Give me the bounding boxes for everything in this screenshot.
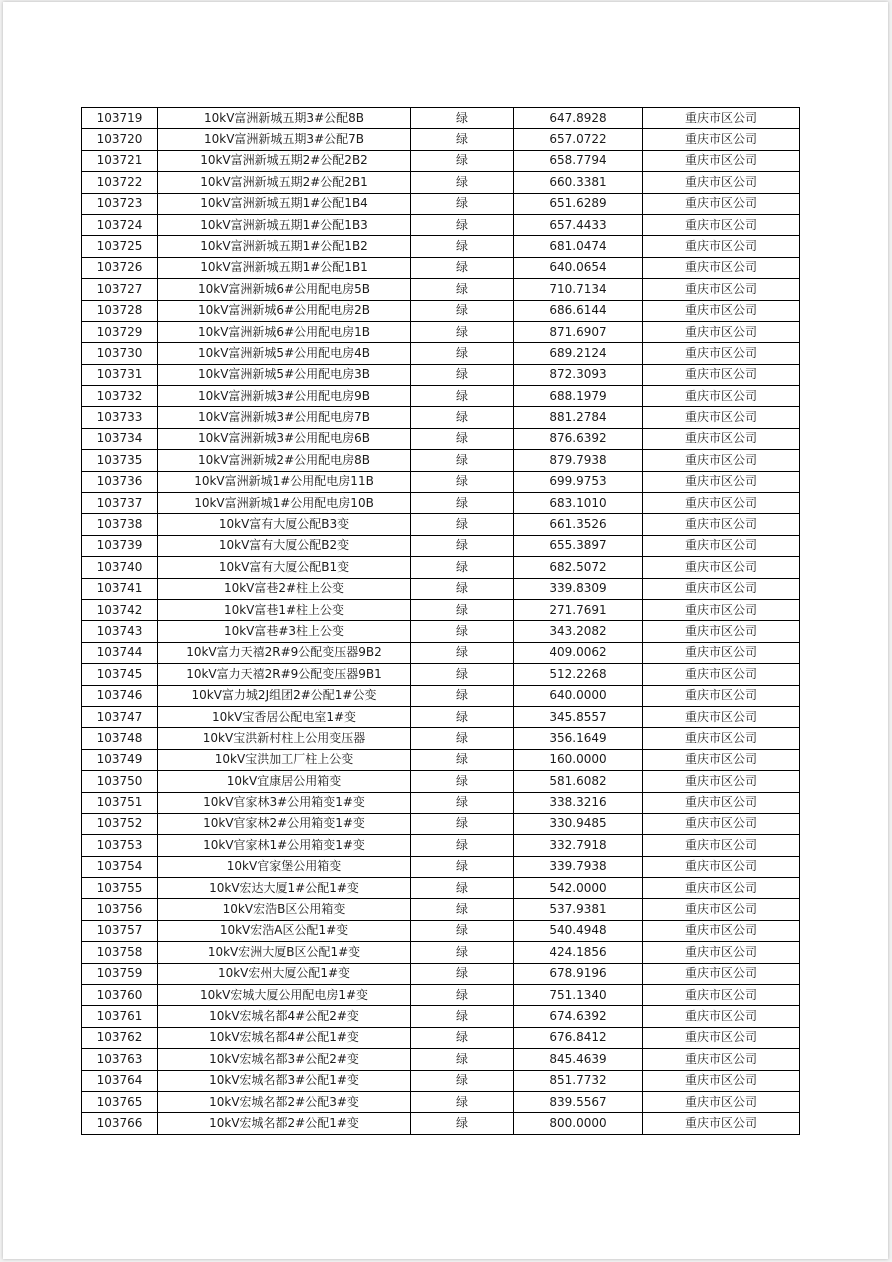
cell-value: 839.5567 [514,1091,643,1112]
cell-value: 655.3897 [514,535,643,556]
table-row [82,985,800,1006]
table-row [82,108,800,129]
cell-status: 绿 [411,685,514,706]
table-row [82,493,800,514]
cell-id: 103729 [82,321,158,342]
cell-name: 10kV富洲新城五期2#公配2B2 [158,150,411,171]
cell-status: 绿 [411,364,514,385]
table-row [82,728,800,749]
cell-value: 660.3381 [514,172,643,193]
cell-status: 绿 [411,728,514,749]
cell-company: 重庆市区公司 [643,129,800,150]
cell-name: 10kV富有大厦公配B1变 [158,557,411,578]
cell-id: 103739 [82,535,158,556]
table-row [82,1070,800,1091]
table-row [82,236,800,257]
cell-name: 10kV宝香居公配电室1#变 [158,706,411,727]
cell-value: 339.7938 [514,856,643,877]
cell-name: 10kV富洲新城1#公用配电房11B [158,471,411,492]
table-row [82,1113,800,1135]
cell-id: 103742 [82,599,158,620]
cell-value: 845.4639 [514,1049,643,1070]
cell-id: 103740 [82,557,158,578]
cell-name: 10kV宏达大厦1#公配1#变 [158,878,411,899]
cell-value: 879.7938 [514,450,643,471]
cell-status: 绿 [411,407,514,428]
cell-company: 重庆市区公司 [643,150,800,171]
cell-status: 绿 [411,920,514,941]
cell-name: 10kV富洲新城6#公用配电房1B [158,321,411,342]
cell-company: 重庆市区公司 [643,172,800,193]
cell-id: 103749 [82,749,158,770]
cell-name: 10kV富洲新城五期1#公配1B2 [158,236,411,257]
cell-id: 103755 [82,878,158,899]
cell-company: 重庆市区公司 [643,878,800,899]
cell-value: 699.9753 [514,471,643,492]
cell-company: 重庆市区公司 [643,557,800,578]
cell-status: 绿 [411,279,514,300]
cell-name: 10kV宝洪加工厂柱上公变 [158,749,411,770]
cell-id: 103766 [82,1113,158,1135]
cell-value: 710.7134 [514,279,643,300]
cell-id: 103720 [82,129,158,150]
cell-value: 581.6082 [514,771,643,792]
cell-id: 103719 [82,108,158,129]
cell-name: 10kV宏城名都2#公配1#变 [158,1113,411,1135]
cell-id: 103723 [82,193,158,214]
cell-value: 640.0000 [514,685,643,706]
cell-name: 10kV官家堡公用箱变 [158,856,411,877]
cell-status: 绿 [411,343,514,364]
cell-value: 678.9196 [514,963,643,984]
table-row [82,835,800,856]
cell-value: 657.4433 [514,214,643,235]
cell-value: 800.0000 [514,1113,643,1135]
cell-status: 绿 [411,150,514,171]
cell-value: 339.8309 [514,578,643,599]
cell-value: 689.2124 [514,343,643,364]
cell-value: 676.8412 [514,1027,643,1048]
cell-id: 103722 [82,172,158,193]
cell-company: 重庆市区公司 [643,942,800,963]
cell-status: 绿 [411,428,514,449]
cell-value: 271.7691 [514,599,643,620]
cell-value: 640.0654 [514,257,643,278]
cell-company: 重庆市区公司 [643,193,800,214]
cell-id: 103734 [82,428,158,449]
cell-id: 103735 [82,450,158,471]
cell-status: 绿 [411,599,514,620]
table-body [82,108,800,1135]
table-row [82,193,800,214]
cell-status: 绿 [411,878,514,899]
cell-value: 356.1649 [514,728,643,749]
cell-company: 重庆市区公司 [643,514,800,535]
cell-id: 103731 [82,364,158,385]
table-row [82,257,800,278]
cell-status: 绿 [411,257,514,278]
cell-company: 重庆市区公司 [643,792,800,813]
cell-id: 103754 [82,856,158,877]
cell-name: 10kV宏浩B区公用箱变 [158,899,411,920]
data-table [81,107,800,1135]
cell-name: 10kV官家林2#公用箱变1#变 [158,813,411,834]
cell-id: 103726 [82,257,158,278]
cell-company: 重庆市区公司 [643,364,800,385]
cell-name: 10kV宏城大厦公用配电房1#变 [158,985,411,1006]
cell-company: 重庆市区公司 [643,621,800,642]
cell-status: 绿 [411,321,514,342]
cell-id: 103732 [82,386,158,407]
cell-id: 103756 [82,899,158,920]
table-row [82,1091,800,1112]
cell-value: 872.3093 [514,364,643,385]
cell-value: 751.1340 [514,985,643,1006]
cell-id: 103738 [82,514,158,535]
cell-status: 绿 [411,749,514,770]
cell-name: 10kV富洲新城5#公用配电房4B [158,343,411,364]
cell-status: 绿 [411,450,514,471]
cell-company: 重庆市区公司 [643,985,800,1006]
cell-name: 10kV富力天禧2R#9公配变压器9B1 [158,664,411,685]
cell-value: 160.0000 [514,749,643,770]
table-row [82,364,800,385]
cell-status: 绿 [411,1113,514,1135]
cell-status: 绿 [411,813,514,834]
table-row [82,214,800,235]
cell-company: 重庆市区公司 [643,920,800,941]
cell-value: 661.3526 [514,514,643,535]
cell-id: 103741 [82,578,158,599]
cell-name: 10kV宏城名都3#公配2#变 [158,1049,411,1070]
cell-company: 重庆市区公司 [643,450,800,471]
cell-id: 103747 [82,706,158,727]
cell-value: 540.4948 [514,920,643,941]
cell-company: 重庆市区公司 [643,1091,800,1112]
cell-value: 409.0062 [514,642,643,663]
cell-id: 103757 [82,920,158,941]
cell-name: 10kV富洲新城3#公用配电房6B [158,428,411,449]
cell-value: 424.1856 [514,942,643,963]
cell-status: 绿 [411,172,514,193]
cell-company: 重庆市区公司 [643,386,800,407]
table-row [82,749,800,770]
cell-id: 103765 [82,1091,158,1112]
cell-value: 682.5072 [514,557,643,578]
cell-name: 10kV富洲新城五期1#公配1B3 [158,214,411,235]
cell-id: 103725 [82,236,158,257]
cell-company: 重庆市区公司 [643,493,800,514]
table-row [82,621,800,642]
cell-company: 重庆市区公司 [643,642,800,663]
cell-value: 686.6144 [514,300,643,321]
cell-name: 10kV宏州大厦公配1#变 [158,963,411,984]
cell-id: 103728 [82,300,158,321]
cell-company: 重庆市区公司 [643,771,800,792]
table-row [82,813,800,834]
cell-name: 10kV富洲新城五期1#公配1B4 [158,193,411,214]
cell-company: 重庆市区公司 [643,1006,800,1027]
cell-status: 绿 [411,236,514,257]
cell-company: 重庆市区公司 [643,749,800,770]
cell-value: 674.6392 [514,1006,643,1027]
cell-name: 10kV富洲新城五期3#公配8B [158,108,411,129]
cell-id: 103750 [82,771,158,792]
cell-name: 10kV宏城名都4#公配2#变 [158,1006,411,1027]
cell-id: 103764 [82,1070,158,1091]
cell-company: 重庆市区公司 [643,321,800,342]
table-row [82,321,800,342]
cell-name: 10kV宜康居公用箱变 [158,771,411,792]
cell-id: 103730 [82,343,158,364]
table-row [82,343,800,364]
cell-value: 851.7732 [514,1070,643,1091]
cell-status: 绿 [411,108,514,129]
document-page [3,2,888,1259]
cell-value: 542.0000 [514,878,643,899]
cell-name: 10kV富洲新城3#公用配电房9B [158,386,411,407]
cell-name: 10kV宏城名都4#公配1#变 [158,1027,411,1048]
cell-id: 103759 [82,963,158,984]
cell-name: 10kV富洲新城五期3#公配7B [158,129,411,150]
cell-id: 103751 [82,792,158,813]
cell-company: 重庆市区公司 [643,899,800,920]
cell-company: 重庆市区公司 [643,407,800,428]
table-row [82,386,800,407]
table-row [82,300,800,321]
table-row [82,1006,800,1027]
cell-id: 103736 [82,471,158,492]
table-row [82,514,800,535]
cell-company: 重庆市区公司 [643,279,800,300]
cell-status: 绿 [411,1027,514,1048]
cell-name: 10kV富洲新城6#公用配电房5B [158,279,411,300]
cell-status: 绿 [411,1091,514,1112]
table-row [82,150,800,171]
cell-value: 647.8928 [514,108,643,129]
cell-name: 10kV宏城名都3#公配1#变 [158,1070,411,1091]
cell-name: 10kV宏洲大厦B区公配1#变 [158,942,411,963]
cell-value: 683.1010 [514,493,643,514]
table-row [82,1049,800,1070]
cell-id: 103727 [82,279,158,300]
cell-company: 重庆市区公司 [643,1049,800,1070]
cell-status: 绿 [411,835,514,856]
cell-name: 10kV宏浩A区公配1#变 [158,920,411,941]
cell-id: 103748 [82,728,158,749]
cell-status: 绿 [411,792,514,813]
cell-id: 103760 [82,985,158,1006]
table-row [82,920,800,941]
cell-status: 绿 [411,985,514,1006]
table-row [82,685,800,706]
cell-name: 10kV富洲新城6#公用配电房2B [158,300,411,321]
cell-company: 重庆市区公司 [643,108,800,129]
cell-company: 重庆市区公司 [643,578,800,599]
cell-status: 绿 [411,129,514,150]
cell-name: 10kV官家林1#公用箱变1#变 [158,835,411,856]
cell-status: 绿 [411,963,514,984]
cell-name: 10kV富力城2J组团2#公配1#公变 [158,685,411,706]
table-row [82,856,800,877]
cell-id: 103753 [82,835,158,856]
cell-value: 871.6907 [514,321,643,342]
cell-name: 10kV富巷2#柱上公变 [158,578,411,599]
cell-company: 重庆市区公司 [643,963,800,984]
cell-id: 103721 [82,150,158,171]
cell-company: 重庆市区公司 [643,236,800,257]
table-row [82,557,800,578]
cell-company: 重庆市区公司 [643,728,800,749]
cell-status: 绿 [411,193,514,214]
cell-value: 345.8557 [514,706,643,727]
table-row [82,428,800,449]
cell-company: 重庆市区公司 [643,1113,800,1135]
cell-status: 绿 [411,214,514,235]
cell-status: 绿 [411,942,514,963]
table-row [82,129,800,150]
cell-id: 103745 [82,664,158,685]
cell-name: 10kV富洲新城五期1#公配1B1 [158,257,411,278]
cell-status: 绿 [411,557,514,578]
cell-name: 10kV富巷1#柱上公变 [158,599,411,620]
cell-company: 重庆市区公司 [643,343,800,364]
table-row [82,471,800,492]
cell-name: 10kV官家林3#公用箱变1#变 [158,792,411,813]
cell-name: 10kV富洲新城5#公用配电房3B [158,364,411,385]
cell-company: 重庆市区公司 [643,300,800,321]
cell-value: 512.2268 [514,664,643,685]
cell-id: 103761 [82,1006,158,1027]
cell-company: 重庆市区公司 [643,599,800,620]
cell-name: 10kV富洲新城五期2#公配2B1 [158,172,411,193]
cell-status: 绿 [411,493,514,514]
cell-id: 103752 [82,813,158,834]
cell-value: 343.2082 [514,621,643,642]
table-row [82,963,800,984]
cell-name: 10kV富有大厦公配B3变 [158,514,411,535]
cell-id: 103743 [82,621,158,642]
table-row [82,535,800,556]
table-row [82,599,800,620]
cell-value: 881.2784 [514,407,643,428]
cell-status: 绿 [411,1049,514,1070]
cell-name: 10kV富有大厦公配B2变 [158,535,411,556]
cell-status: 绿 [411,386,514,407]
cell-id: 103733 [82,407,158,428]
table-row [82,771,800,792]
cell-value: 330.9485 [514,813,643,834]
cell-status: 绿 [411,300,514,321]
cell-company: 重庆市区公司 [643,685,800,706]
table-row [82,578,800,599]
cell-value: 876.6392 [514,428,643,449]
cell-status: 绿 [411,514,514,535]
cell-status: 绿 [411,664,514,685]
cell-id: 103762 [82,1027,158,1048]
cell-value: 651.6289 [514,193,643,214]
cell-company: 重庆市区公司 [643,535,800,556]
cell-value: 332.7918 [514,835,643,856]
cell-status: 绿 [411,578,514,599]
cell-company: 重庆市区公司 [643,257,800,278]
cell-status: 绿 [411,471,514,492]
cell-value: 681.0474 [514,236,643,257]
cell-status: 绿 [411,706,514,727]
cell-value: 657.0722 [514,129,643,150]
cell-value: 338.3216 [514,792,643,813]
cell-company: 重庆市区公司 [643,856,800,877]
cell-company: 重庆市区公司 [643,1070,800,1091]
cell-id: 103758 [82,942,158,963]
cell-name: 10kV富洲新城1#公用配电房10B [158,493,411,514]
table-row [82,792,800,813]
cell-value: 537.9381 [514,899,643,920]
table-row [82,407,800,428]
cell-company: 重庆市区公司 [643,706,800,727]
cell-status: 绿 [411,642,514,663]
cell-value: 658.7794 [514,150,643,171]
table-row [82,450,800,471]
cell-id: 103763 [82,1049,158,1070]
cell-company: 重庆市区公司 [643,1027,800,1048]
cell-name: 10kV富洲新城3#公用配电房7B [158,407,411,428]
cell-company: 重庆市区公司 [643,471,800,492]
table-row [82,279,800,300]
cell-company: 重庆市区公司 [643,428,800,449]
table-row [82,878,800,899]
cell-status: 绿 [411,856,514,877]
table-row [82,172,800,193]
cell-status: 绿 [411,771,514,792]
table-row [82,706,800,727]
cell-name: 10kV富巷#3柱上公变 [158,621,411,642]
cell-name: 10kV宏城名都2#公配3#变 [158,1091,411,1112]
cell-id: 103746 [82,685,158,706]
cell-status: 绿 [411,1070,514,1091]
table-row [82,899,800,920]
cell-company: 重庆市区公司 [643,664,800,685]
cell-id: 103737 [82,493,158,514]
cell-status: 绿 [411,1006,514,1027]
table-row [82,664,800,685]
cell-value: 688.1979 [514,386,643,407]
cell-company: 重庆市区公司 [643,835,800,856]
cell-status: 绿 [411,535,514,556]
cell-status: 绿 [411,621,514,642]
cell-status: 绿 [411,899,514,920]
table-row [82,642,800,663]
cell-name: 10kV富力天禧2R#9公配变压器9B2 [158,642,411,663]
cell-id: 103744 [82,642,158,663]
table-row [82,1027,800,1048]
cell-company: 重庆市区公司 [643,813,800,834]
cell-company: 重庆市区公司 [643,214,800,235]
cell-name: 10kV宝洪新村柱上公用变压器 [158,728,411,749]
cell-name: 10kV富洲新城2#公用配电房8B [158,450,411,471]
table-row [82,942,800,963]
cell-id: 103724 [82,214,158,235]
